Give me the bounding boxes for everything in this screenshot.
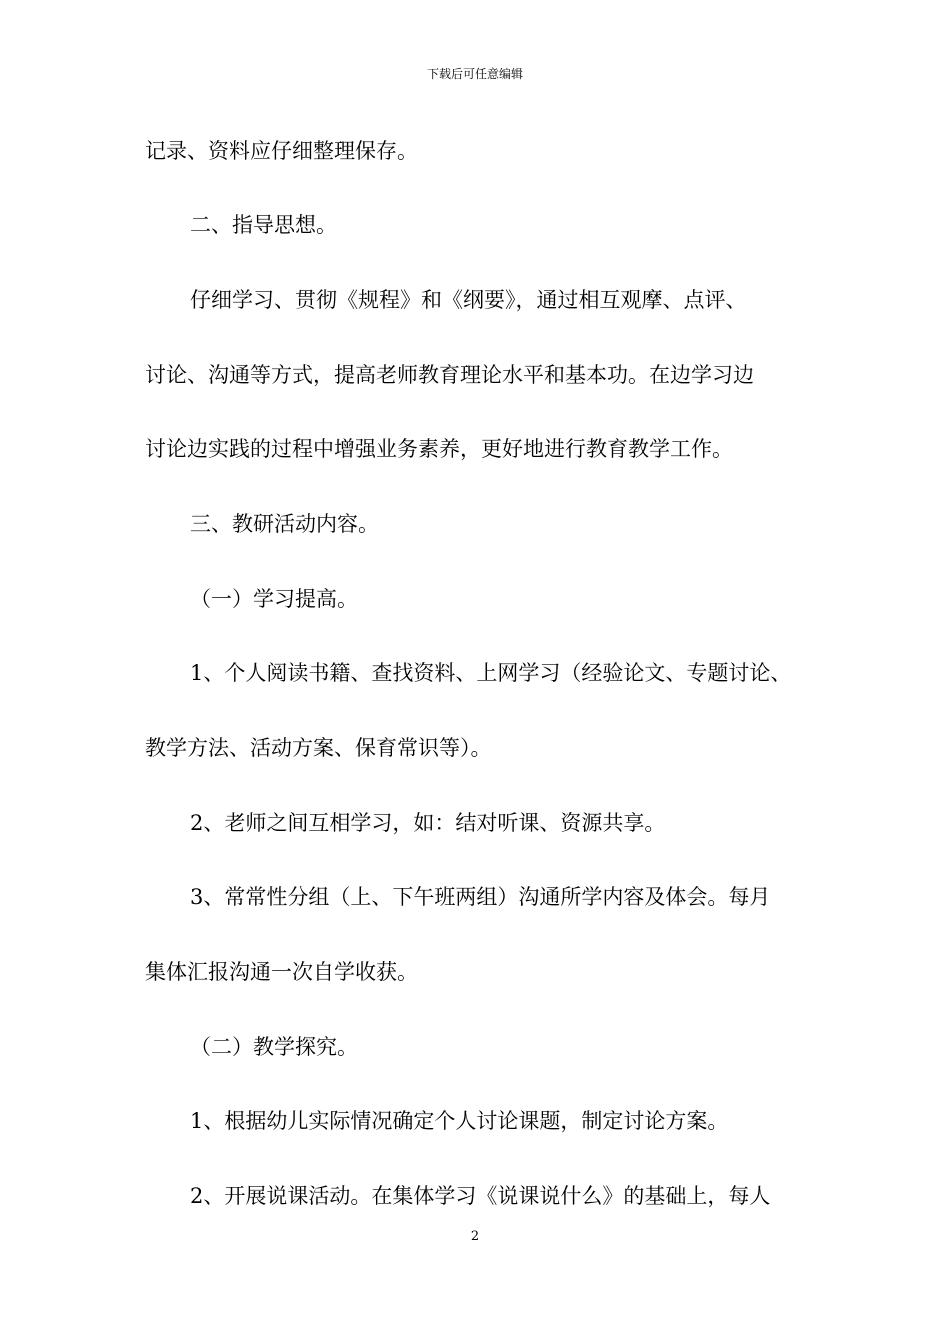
body-line: 记录、资料应仔细整理保存。 xyxy=(145,139,418,163)
body-line: 教学方法、活动方案、保育常识等）。 xyxy=(145,736,492,760)
section-heading: 三、教研活动内容。 xyxy=(190,512,379,536)
body-line: 1、个人阅读书籍、查找资料、上网学习（经验论文、专题讨论、 xyxy=(190,661,792,685)
body-line: 3、常常性分组（上、下午班两组）沟通所学内容及体会。每月 xyxy=(190,885,771,909)
body-line: 集体汇报沟通一次自学收获。 xyxy=(145,960,418,984)
section-heading: 二、指导思想。 xyxy=(190,213,337,237)
subsection-heading: （二）教学探究。 xyxy=(190,1035,358,1059)
body-line: 讨论、沟通等方式，提高老师教育理论水平和基本功。在边学习边 xyxy=(145,363,754,387)
body-line: 讨论边实践的过程中增强业务素养，更好地进行教育教学工作。 xyxy=(145,437,733,461)
subsection-heading: （一）学习提高。 xyxy=(190,587,358,611)
body-line: 2、老师之间互相学习，如：结对听课、资源共享。 xyxy=(190,811,666,835)
body-line: 1、根据幼儿实际情况确定个人讨论课题，制定讨论方案。 xyxy=(190,1109,729,1133)
body-line: 仔细学习、贯彻《规程》和《纲要》，通过相互观摩、点评、 xyxy=(190,288,747,312)
page-number: 2 xyxy=(470,1229,480,1244)
page-header: 下载后可任意编辑 xyxy=(426,67,523,81)
body-line: 2、开展说课活动。在集体学习《说课说什么》的基础上，每人 xyxy=(190,1184,771,1208)
